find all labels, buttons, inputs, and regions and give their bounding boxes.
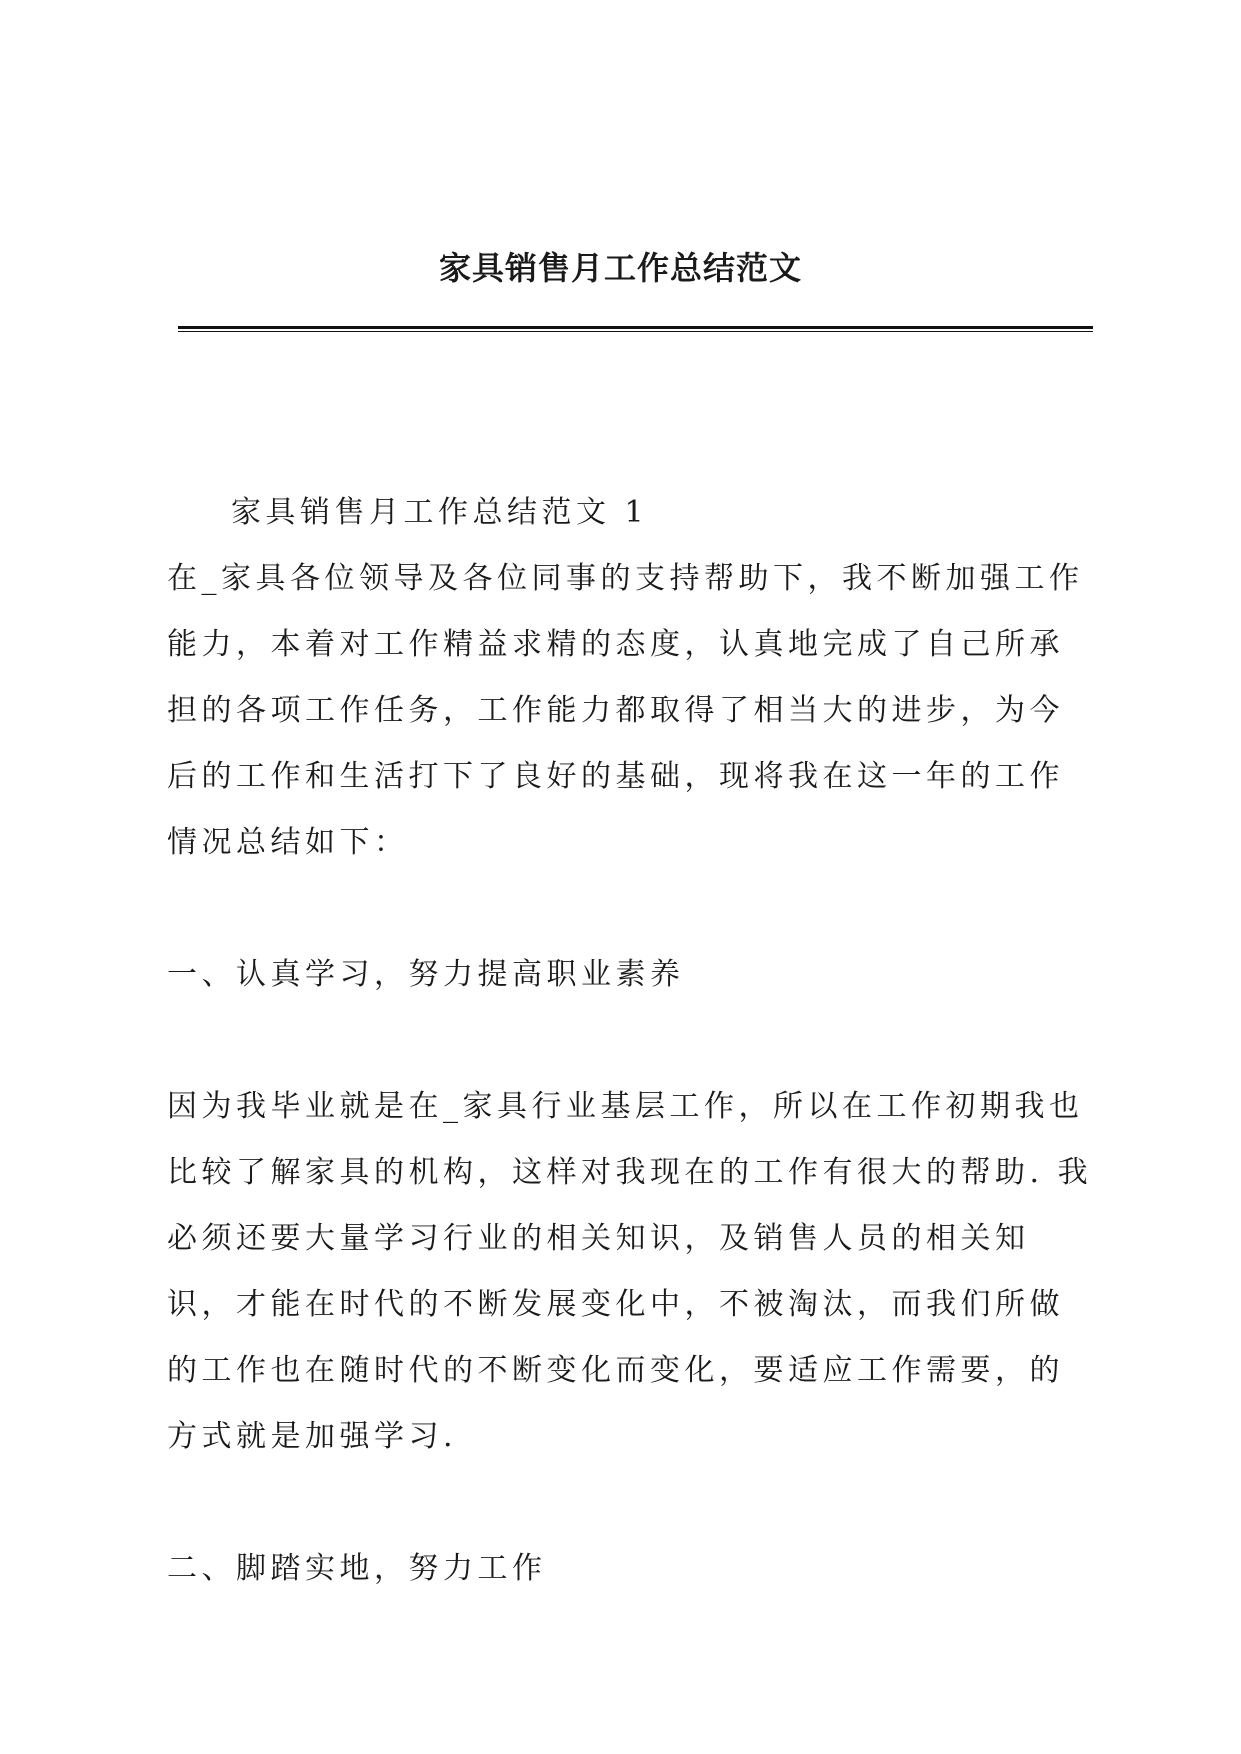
paragraph-gap (167, 876, 1097, 942)
paragraph-gap (167, 1008, 1097, 1074)
heading-section-one: 一、认真学习，努力提高职业素养 (167, 957, 685, 992)
section-one-paragraph: 因为我毕业就是在_家具行业基层工作，所以在工作初期我也比较了解家具的机构，这样对我现在的工作有很大的帮助. 我必须还要大量学习行业的相关知识，及销售人员的相关知识，才能在时代的不断发展变化中，不被淘汰，而我们所做的工作也在随时代的不断变化而变化，要适应工作需要，的方式就是加强学习. (167, 1089, 1093, 1454)
rule-thick-line (178, 326, 1093, 329)
title-double-rule (178, 326, 1093, 333)
paragraph-gap (167, 1470, 1097, 1536)
intro-paragraph: 在_家具各位领导及各位同事的支持帮助下，我不断加强工作能力，本着对工作精益求精的态度，认真地完成了自己所承担的各项工作任务，工作能力都取得了相当大的进步，为今后的工作和生活打下了良好的基础，现将我在这一年的工作情况总结如下： (167, 561, 1084, 860)
document-title: 家具销售月工作总结范文 (438, 249, 802, 287)
heading-section-two: 二、脚踏实地，努力工作 (167, 1551, 547, 1586)
section-subheading: 家具销售月工作总结范文 1 (231, 495, 649, 530)
rule-thin-line (178, 331, 1093, 332)
document-body (167, 480, 1097, 1602)
